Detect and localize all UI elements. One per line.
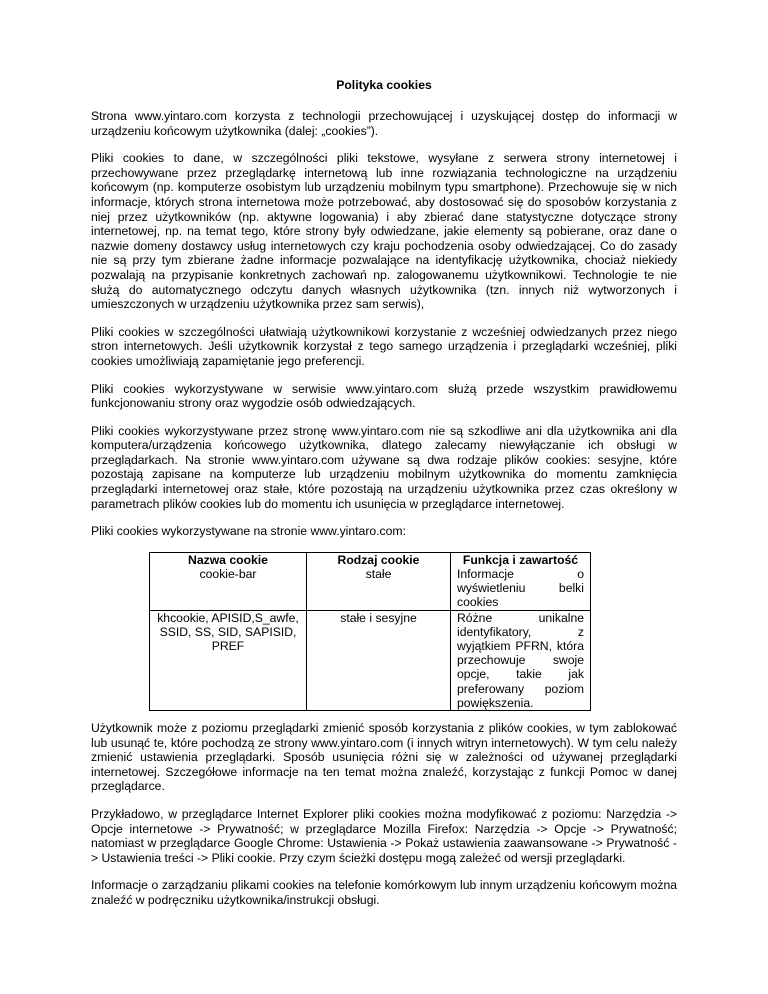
document-page bbox=[91, 78, 677, 921]
paragraph-table-intro: Pliki cookies wykorzystywane na stronie www.yintaro.com: bbox=[91, 524, 406, 539]
paragraph-definition: Pliki cookies to dane, w szczególności pliki tekstowe, wysyłane z serwera strony internetowej i przechowywane przez przeglądarkę internetową lub inne rozwiązania technologiczne na urządzeniu końcowym (np. komputerze osobistym lub urządzeniu mobilnym typu smartphone). Przechowuje się w nich informacje, których strona internetowa może potrzebować, aby dostosować się do sposobów korzystania z niej przez użytkowników (np. aktywne logowania) i aby zbierać dane statystyczne dotyczące strony internetowej, np. na temat tego, które strony były odwiedzane, jakie elementy są pobierane, oraz dane o nazwie domeny dostawcy usług internetowych czy kraju pochodzenia osoby odwiedzającej. Co do zasady nie są przy tym zbierane żadne informacje pozwalające na identyfikację użytkownika, chociaż niekiedy pozwalają na przypisanie konkretnych zachowań np. zalogowanemu użytkownikowi. Technologie te nie służą do automatycznego odczytu danych własnych użytkownika (tzn. innych niż wytworzonych i umieszczonych w urządzeniu użytkownika przez sam serwis), bbox=[91, 151, 677, 312]
cookie-function-2: Różne unikalne identyfikatory, z wyjątkiem PFRN, która przechowuje swoje opcje, takie jak preferowany poziom powiększenia. bbox=[451, 610, 591, 710]
cookies-table bbox=[149, 552, 591, 711]
table-header-function: Funkcja i zawartość bbox=[462, 552, 579, 567]
document-title: Polityka cookies bbox=[336, 78, 432, 92]
paragraph-types: Pliki cookies wykorzystywane przez stronę www.yintaro.com nie są szkodliwe ani dla użytkownika ani dla komputera/urządzenia końcowego użytkownika, dlatego zalecamy niewyłączanie ich obsługi w przeglądarkach. Na stronie www.yintaro.com używane są dwa rodzaje plików cookies: sesyjne, które pozostają zapisane na komputerze lub urządzeniu mobilnym użytkownika do momentu zamknięcia przeglądarki internetowej oraz stałe, które pozostają na urządzeniu użytkownika przez czas określony w parametrach plików cookies lub do momentu ich usunięcia w przeglądarce internetowej. bbox=[91, 423, 677, 511]
cookie-name-1: cookie-bar bbox=[199, 567, 257, 582]
paragraph-intro: Strona www.yintaro.com korzysta z technologii przechowującej i uzyskującej dostęp do informacji w urządzeniu końcowym użytkownika (dalej: „cookies”). bbox=[91, 109, 677, 138]
cookie-name-2: khcookie, APISID,S_awfe, SSID, SS, SID, SAPISID, PREF bbox=[150, 610, 307, 710]
table-row bbox=[150, 610, 591, 710]
paragraph-usability: Pliki cookies w szczególności ułatwiają użytkownikowi korzystanie z wcześniej odwiedzanych przez niego stron internetowych. Jeśli użytkownik korzystał z tego samego urządzenia i przeglądarki wcześniej, pliki cookies umożliwiają zapamiętanie jego preferencji. bbox=[91, 324, 677, 368]
cookie-type-2: stałe i sesyjne bbox=[307, 610, 451, 710]
table-cell-name bbox=[150, 552, 307, 610]
paragraph-browser-settings: Użytkownik może z poziomu przeglądarki zmienić sposób korzystania z plików cookies, w tym zablokować lub usunąć te, które pochodzą ze strony www.yintaro.com (i innych witryn internetowych). W tym celu należy zmienić ustawienia przeglądarki. Sposób usunięcia różni się w zależności od używanej przeglądarki internetowej. Szczegółowe informacje na ten temat można znaleźć, korzystając z funkcji Pomoc w danej przeglądarce. bbox=[91, 721, 677, 794]
table-header-type: Rodzaj cookie bbox=[337, 552, 420, 567]
cookie-type-1: stałe bbox=[365, 567, 392, 582]
paragraph-purpose: Pliki cookies wykorzystywane w serwisie www.yintaro.com służą przede wszystkim prawidłowemu funkcjonowaniu strony oraz wygodzie osób odwiedzających. bbox=[91, 381, 677, 411]
table-cell-type bbox=[307, 552, 451, 610]
cookie-function-1: Informacje o wyświetleniu belki cookies bbox=[457, 567, 584, 610]
paragraph-browser-examples: Przykładowo, w przeglądarce Internet Explorer pliki cookies można modyfikować z poziomu: Narzędzia -> Opcje internetowe -> Prywatność; w przeglądarce Mozilla Firefox: Narzędzia -> Opcje -> Prywatność; natomiast w przeglądarce Google Chrome: Ustawienia -> Pokaż ustawienia zaawansowane -> Prywatność -> Ustawienia treści -> Pliki cookie. Przy czym ścieżki dostępu mogą zależeć od wersji przeglądarki. bbox=[91, 807, 677, 865]
table-row bbox=[150, 552, 591, 610]
table-header-name: Nazwa cookie bbox=[188, 552, 268, 567]
paragraph-mobile: Informacje o zarządzaniu plikami cookies na telefonie komórkowym lub innym urządzeniu końcowym można znaleźć w podręczniku użytkownika/instrukcji obsługi. bbox=[91, 878, 677, 908]
table-cell-function bbox=[451, 552, 591, 610]
